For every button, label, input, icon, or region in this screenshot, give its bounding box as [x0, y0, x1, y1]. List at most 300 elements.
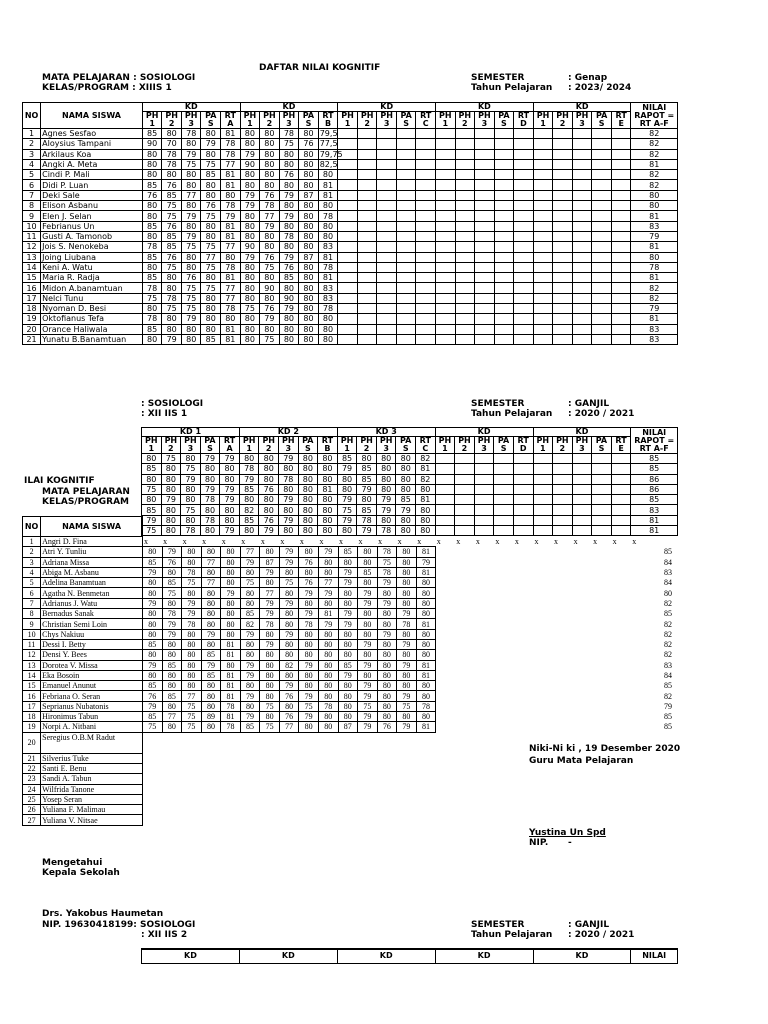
grade-cell: [592, 252, 612, 262]
grade-cell: [396, 129, 416, 139]
grade-cell: 75: [260, 334, 280, 344]
grade-cell: 80: [318, 314, 338, 324]
table-row: [23, 242, 678, 252]
grade-cell: 75: [260, 262, 280, 272]
header-sub-4-4: PA S: [494, 112, 514, 129]
grade-cell: 79: [240, 691, 260, 701]
row-no: 2: [23, 139, 41, 149]
grade-cell: [592, 495, 612, 505]
grade-cell: 75: [260, 701, 280, 711]
grade-cell: [553, 293, 573, 303]
table-row: [23, 619, 679, 629]
grade-cell: [475, 701, 495, 711]
grade-cell: [572, 201, 592, 211]
header-kd-5: KD: [533, 949, 631, 963]
grade-cell: [455, 304, 475, 314]
x-mark: x: [436, 537, 441, 547]
grade-cell: [553, 201, 573, 211]
grade-cell: [377, 201, 397, 211]
grade-cell: 76: [279, 170, 299, 180]
grade-cell: 85: [162, 242, 182, 252]
grade-cell: 80: [260, 273, 280, 283]
grade-cell: 79: [358, 722, 378, 732]
grade-cell: 78: [279, 474, 299, 484]
header-kd-4: KD: [436, 103, 534, 112]
grade-cell: [475, 190, 495, 200]
student-name: Norpi A. Nitbani: [41, 722, 143, 732]
grade-cell: 76: [181, 273, 201, 283]
grade-cell: [514, 190, 534, 200]
grade-cell: 80: [416, 505, 436, 515]
table-row: [23, 650, 679, 660]
grade-cell: [377, 180, 397, 190]
grade-cell: 85: [142, 464, 162, 474]
table-row: [23, 660, 679, 670]
grade-cell: 82: [416, 474, 436, 484]
sheet2-overlap-title: ILAI KOGNITIF: [24, 476, 95, 486]
grade-cell: 79: [162, 547, 182, 557]
grade-cell: [573, 650, 593, 660]
grade-cell: [494, 324, 514, 334]
grade-cell: 76: [260, 252, 280, 262]
rapot-value: 82: [631, 129, 678, 139]
grade-cell: 75: [181, 283, 201, 293]
grade-cell: [455, 211, 475, 221]
grade-cell: [572, 495, 592, 505]
student-name: Joing Liubana: [41, 252, 143, 262]
grade-cell: 78: [221, 304, 241, 314]
grade-cell: 81: [221, 639, 241, 649]
grade-cell: 81: [221, 670, 241, 680]
x-mark: x: [358, 536, 363, 546]
grade-cell: 80: [200, 526, 220, 536]
grade-cell: [436, 242, 456, 252]
grade-cell: [455, 180, 475, 190]
grade-cell: 80: [259, 474, 279, 484]
grade-cell: [611, 283, 631, 293]
table-row: [23, 283, 678, 293]
grade-cell: [494, 314, 514, 324]
grade-cell: 80: [416, 526, 436, 536]
student-name: Nelci Tunu: [41, 293, 143, 303]
grade-cell: [611, 484, 631, 494]
grade-cell: [533, 484, 553, 494]
grade-cell: [416, 180, 436, 190]
grade-cell: 81: [318, 190, 338, 200]
grade-cell: 75: [299, 701, 319, 711]
grade-cell: [436, 262, 456, 272]
grade-cell: [377, 304, 397, 314]
grade-cell: 75: [181, 464, 201, 474]
grade-cell: [357, 129, 377, 139]
grade-cell: [494, 660, 514, 670]
grade-cell: 80: [396, 464, 416, 474]
grade-cell: [416, 231, 436, 241]
grade-cell: [533, 262, 553, 272]
grade-cell: 81: [221, 681, 241, 691]
grade-cell: [573, 578, 593, 588]
grade-cell: 79: [377, 578, 397, 588]
grade-cell: 80: [182, 629, 202, 639]
grade-cell: [533, 691, 553, 701]
grade-cell: [357, 221, 377, 231]
grade-cell: [357, 283, 377, 293]
header-name: NAMA SISWA: [41, 103, 143, 129]
grade-cell: [475, 231, 495, 241]
student-name: Midon A.banamtuan: [41, 283, 143, 293]
grade-cell: 79: [338, 619, 358, 629]
grade-cell: [474, 464, 494, 474]
sheet2-place-date: Niki-Ni ki , 19 Desember 2020: [529, 744, 681, 754]
grade-cell: 87: [260, 557, 280, 567]
grade-cell: 80: [161, 526, 181, 536]
grade-cell: [396, 324, 416, 334]
rapot-value: 82: [664, 619, 672, 629]
grade-cell: [592, 334, 612, 344]
table-row: [23, 815, 679, 825]
grade-cell: 80: [299, 262, 319, 272]
grade-cell: 80: [240, 293, 260, 303]
grade-cell: [572, 170, 592, 180]
rapot-value: 82: [664, 691, 672, 701]
grade-cell: 70: [162, 139, 182, 149]
x-mark: x: [378, 536, 383, 546]
grade-cell: 80: [182, 588, 202, 598]
row-no: 16: [23, 691, 41, 701]
grade-cell: 80: [221, 629, 241, 639]
student-name: Elison Asbanu: [41, 201, 143, 211]
grade-cell: 79: [240, 557, 260, 567]
header-sub-2-3: PH 3: [279, 437, 299, 454]
grade-cell: 79: [182, 598, 202, 608]
grade-cell: 79: [358, 660, 378, 670]
grade-cell: 75: [260, 722, 280, 732]
student-name: Elen J. Selan: [41, 211, 143, 221]
student-name: Seregius O.B.M Radut: [41, 732, 143, 753]
grade-cell: 77: [221, 242, 241, 252]
row-no: 15: [23, 681, 41, 691]
grade-cell: [416, 170, 436, 180]
grade-cell: 80: [201, 588, 221, 598]
grade-cell: 80: [142, 149, 162, 159]
grade-cell: [553, 180, 573, 190]
grade-cell: 80: [220, 515, 240, 525]
row-no: 8: [23, 201, 41, 211]
table-row: [142, 505, 678, 515]
grade-cell: [592, 293, 612, 303]
grade-cell: 80: [318, 650, 338, 660]
header-no: NO: [23, 103, 41, 129]
student-name: Dorotea V. Missa: [41, 660, 143, 670]
grade-cell: 76: [299, 557, 319, 567]
grade-cell: [514, 252, 534, 262]
header-sub-5-1: PH 1: [533, 112, 553, 129]
grade-cell: [514, 578, 534, 588]
header-no: NO: [23, 517, 41, 537]
grade-cell: 78: [142, 283, 162, 293]
grade-cell: 80: [143, 670, 163, 680]
grade-cell: [396, 334, 416, 344]
grade-cell: [357, 334, 377, 344]
grade-cell: [573, 670, 593, 680]
grade-cell: 80: [260, 681, 280, 691]
sheet2-semester-label: SEMESTER: [471, 399, 525, 409]
row-no: 23: [23, 774, 41, 784]
row-no: 25: [23, 794, 41, 804]
grade-cell: 79: [397, 609, 417, 619]
grade-cell: [455, 190, 475, 200]
grade-cell: [494, 293, 514, 303]
grade-cell: [338, 180, 358, 190]
grade-cell: 85: [239, 484, 259, 494]
grade-cell: [436, 639, 456, 649]
grade-cell: [494, 547, 514, 557]
grade-cell: [572, 324, 592, 334]
grade-cell: [475, 598, 495, 608]
grade-cell: 79: [358, 712, 378, 722]
grade-cell: 77: [181, 190, 201, 200]
grade-cell: 80: [338, 701, 358, 711]
grade-cell: 80: [181, 170, 201, 180]
grade-cell: 78: [279, 231, 299, 241]
grade-cell: 77: [201, 557, 221, 567]
header-kd-4: KD: [435, 428, 533, 437]
grade-cell: 80: [298, 495, 318, 505]
grade-cell: 79: [338, 609, 358, 619]
grade-cell: 80: [318, 505, 338, 515]
grade-cell: [553, 578, 573, 588]
grade-cell: 79: [377, 598, 397, 608]
header-sub-4-3: PH 3: [475, 112, 495, 129]
grade-cell: [553, 139, 573, 149]
grade-cell: 79: [240, 712, 260, 722]
rapot-value: 82: [664, 650, 672, 660]
grade-cell: [573, 619, 593, 629]
grade-cell: 80: [298, 515, 318, 525]
grade-cell: [377, 211, 397, 221]
grade-cell: [475, 691, 495, 701]
grade-cell: [436, 334, 456, 344]
grade-cell: 80: [201, 273, 221, 283]
grade-cell: 78: [260, 619, 280, 629]
grade-cell: [436, 547, 456, 557]
grade-cell: 76: [299, 139, 319, 149]
header-sub-2-2: PH 2: [259, 437, 279, 454]
grade-cell: 81: [318, 180, 338, 190]
table-row: [23, 598, 679, 608]
grade-cell: [475, 578, 495, 588]
grade-cell: 75: [142, 484, 162, 494]
sheet3-header-table: [141, 948, 678, 964]
grade-cell: [553, 588, 573, 598]
grade-cell: [514, 691, 534, 701]
header-kd-2: KD: [240, 103, 338, 112]
grade-cell: 80: [201, 149, 221, 159]
grade-cell: [475, 324, 495, 334]
student-name: Bernadus Sanak: [41, 609, 143, 619]
table-row: [23, 609, 679, 619]
grade-cell: [592, 547, 612, 557]
header-sub-5-3: PH 3: [572, 112, 592, 129]
rapot-value: 79: [664, 701, 672, 711]
grade-cell: 81: [221, 170, 241, 180]
rapot-value: 85: [664, 712, 672, 722]
grade-cell: 75: [279, 578, 299, 588]
student-name: Cindi P. Mali: [41, 170, 143, 180]
grade-cell: 80: [161, 515, 181, 525]
grade-cell: [436, 201, 456, 211]
grade-cell: 80: [299, 334, 319, 344]
grade-cell: 76: [259, 484, 279, 494]
table-row: [23, 691, 679, 701]
grade-cell: 79: [318, 547, 338, 557]
grade-cell: [514, 242, 534, 252]
grade-cell: [338, 334, 358, 344]
student-name: Oktofianus Tefa: [41, 314, 143, 324]
grade-cell: 78: [142, 242, 162, 252]
grade-cell: [572, 159, 592, 169]
grade-cell: 79: [358, 588, 378, 598]
student-name: Adriana Missa: [41, 557, 143, 567]
grade-cell: 81: [221, 231, 241, 241]
grade-cell: [494, 139, 514, 149]
grade-cell: 75: [201, 211, 221, 221]
grade-cell: [533, 221, 553, 231]
grade-cell: [572, 242, 592, 252]
grade-cell: 79: [201, 139, 221, 149]
grade-cell: [553, 691, 573, 701]
grade-cell: 79: [299, 609, 319, 619]
grade-cell: 80: [298, 454, 318, 464]
student-name: Christian Semi Loin: [41, 619, 143, 629]
grade-cell: 80: [162, 129, 182, 139]
grade-cell: [494, 619, 514, 629]
grade-cell: 80: [298, 484, 318, 494]
grade-cell: [494, 691, 514, 701]
grade-cell: 80: [260, 149, 280, 159]
grade-cell: 80: [162, 722, 182, 732]
grade-cell: 80: [240, 139, 260, 149]
grade-cell: 79,75: [319, 149, 343, 159]
grade-cell: [533, 231, 553, 241]
grade-cell: [396, 211, 416, 221]
grade-cell: [553, 670, 573, 680]
grade-cell: 80: [358, 619, 378, 629]
header-sub-4-3: PH 3: [474, 437, 494, 454]
grade-cell: [455, 231, 475, 241]
grade-cell: 80: [162, 701, 182, 711]
grade-cell: [435, 474, 455, 484]
grade-cell: 75: [161, 454, 181, 464]
table-row: [23, 784, 679, 794]
grade-cell: [377, 231, 397, 241]
grade-cell: 79: [279, 681, 299, 691]
grade-cell: 75: [162, 201, 182, 211]
x-mark: x: [144, 536, 149, 546]
grade-cell: [377, 334, 397, 344]
grade-cell: [377, 149, 397, 159]
grade-cell: 79: [260, 221, 280, 231]
grade-cell: 80: [377, 701, 397, 711]
grade-cell: [377, 139, 397, 149]
grade-cell: [357, 324, 377, 334]
grade-cell: [377, 283, 397, 293]
grade-cell: 80: [142, 159, 162, 169]
grade-cell: [533, 324, 553, 334]
grade-cell: 80: [397, 712, 417, 722]
grade-cell: [513, 464, 533, 474]
grade-cell: 80: [162, 567, 182, 577]
grade-cell: 80: [142, 201, 162, 211]
grade-cell: 80: [299, 681, 319, 691]
grade-cell: 79: [396, 505, 416, 515]
grade-cell: [494, 722, 514, 732]
table-row: [142, 474, 678, 484]
grade-cell: [572, 474, 592, 484]
grade-cell: [572, 464, 592, 474]
grade-cell: 79: [279, 211, 299, 221]
grade-cell: [514, 324, 534, 334]
grade-cell: 75: [181, 293, 201, 303]
grade-cell: 75: [142, 526, 162, 536]
grade-cell: [338, 304, 358, 314]
grade-cell: 80: [142, 231, 162, 241]
grade-cell: [475, 334, 495, 344]
grade-cell: 75: [182, 578, 202, 588]
grade-cell: 79: [182, 609, 202, 619]
grade-cell: [416, 252, 436, 262]
header-kd-3: KD 3: [337, 428, 435, 437]
grade-cell: 76: [162, 221, 182, 231]
sheet3-nip-subject: NIP. 19630418199: SOSIOLOGI: [42, 920, 196, 930]
grade-cell: 80: [221, 557, 241, 567]
grade-cell: 90: [260, 283, 280, 293]
grade-cell: [514, 221, 534, 231]
grade-cell: 80: [357, 495, 377, 505]
header-kd-5: KD: [533, 428, 631, 437]
grade-cell: [514, 262, 534, 272]
rapot-value: 79: [631, 231, 678, 241]
sheet2-grade-table: [22, 516, 681, 826]
grade-cell: 80: [201, 231, 221, 241]
grade-cell: [494, 701, 514, 711]
grade-cell: [474, 484, 494, 494]
grade-cell: [396, 283, 416, 293]
header-sub-5-5: RT E: [611, 112, 631, 129]
grade-cell: 80: [143, 588, 163, 598]
grade-cell: [592, 273, 612, 283]
grade-cell: 75: [182, 701, 202, 711]
grade-cell: 79: [377, 629, 397, 639]
grade-cell: 80: [201, 681, 221, 691]
grade-cell: [436, 314, 456, 324]
grade-cell: [612, 691, 632, 701]
grade-cell: [357, 190, 377, 200]
grade-cell: [592, 211, 612, 221]
grade-cell: 80: [298, 505, 318, 515]
grade-cell: 80: [201, 304, 221, 314]
grade-cell: 90: [240, 159, 260, 169]
grade-cell: [475, 314, 495, 324]
grade-cell: [436, 598, 456, 608]
grade-cell: 78: [377, 547, 397, 557]
grade-cell: 80: [298, 526, 318, 536]
grade-cell: 80: [221, 252, 241, 262]
grade-cell: [572, 283, 592, 293]
grade-cell: [494, 180, 514, 190]
grade-cell: 81: [318, 273, 338, 283]
grade-cell: [475, 262, 495, 272]
